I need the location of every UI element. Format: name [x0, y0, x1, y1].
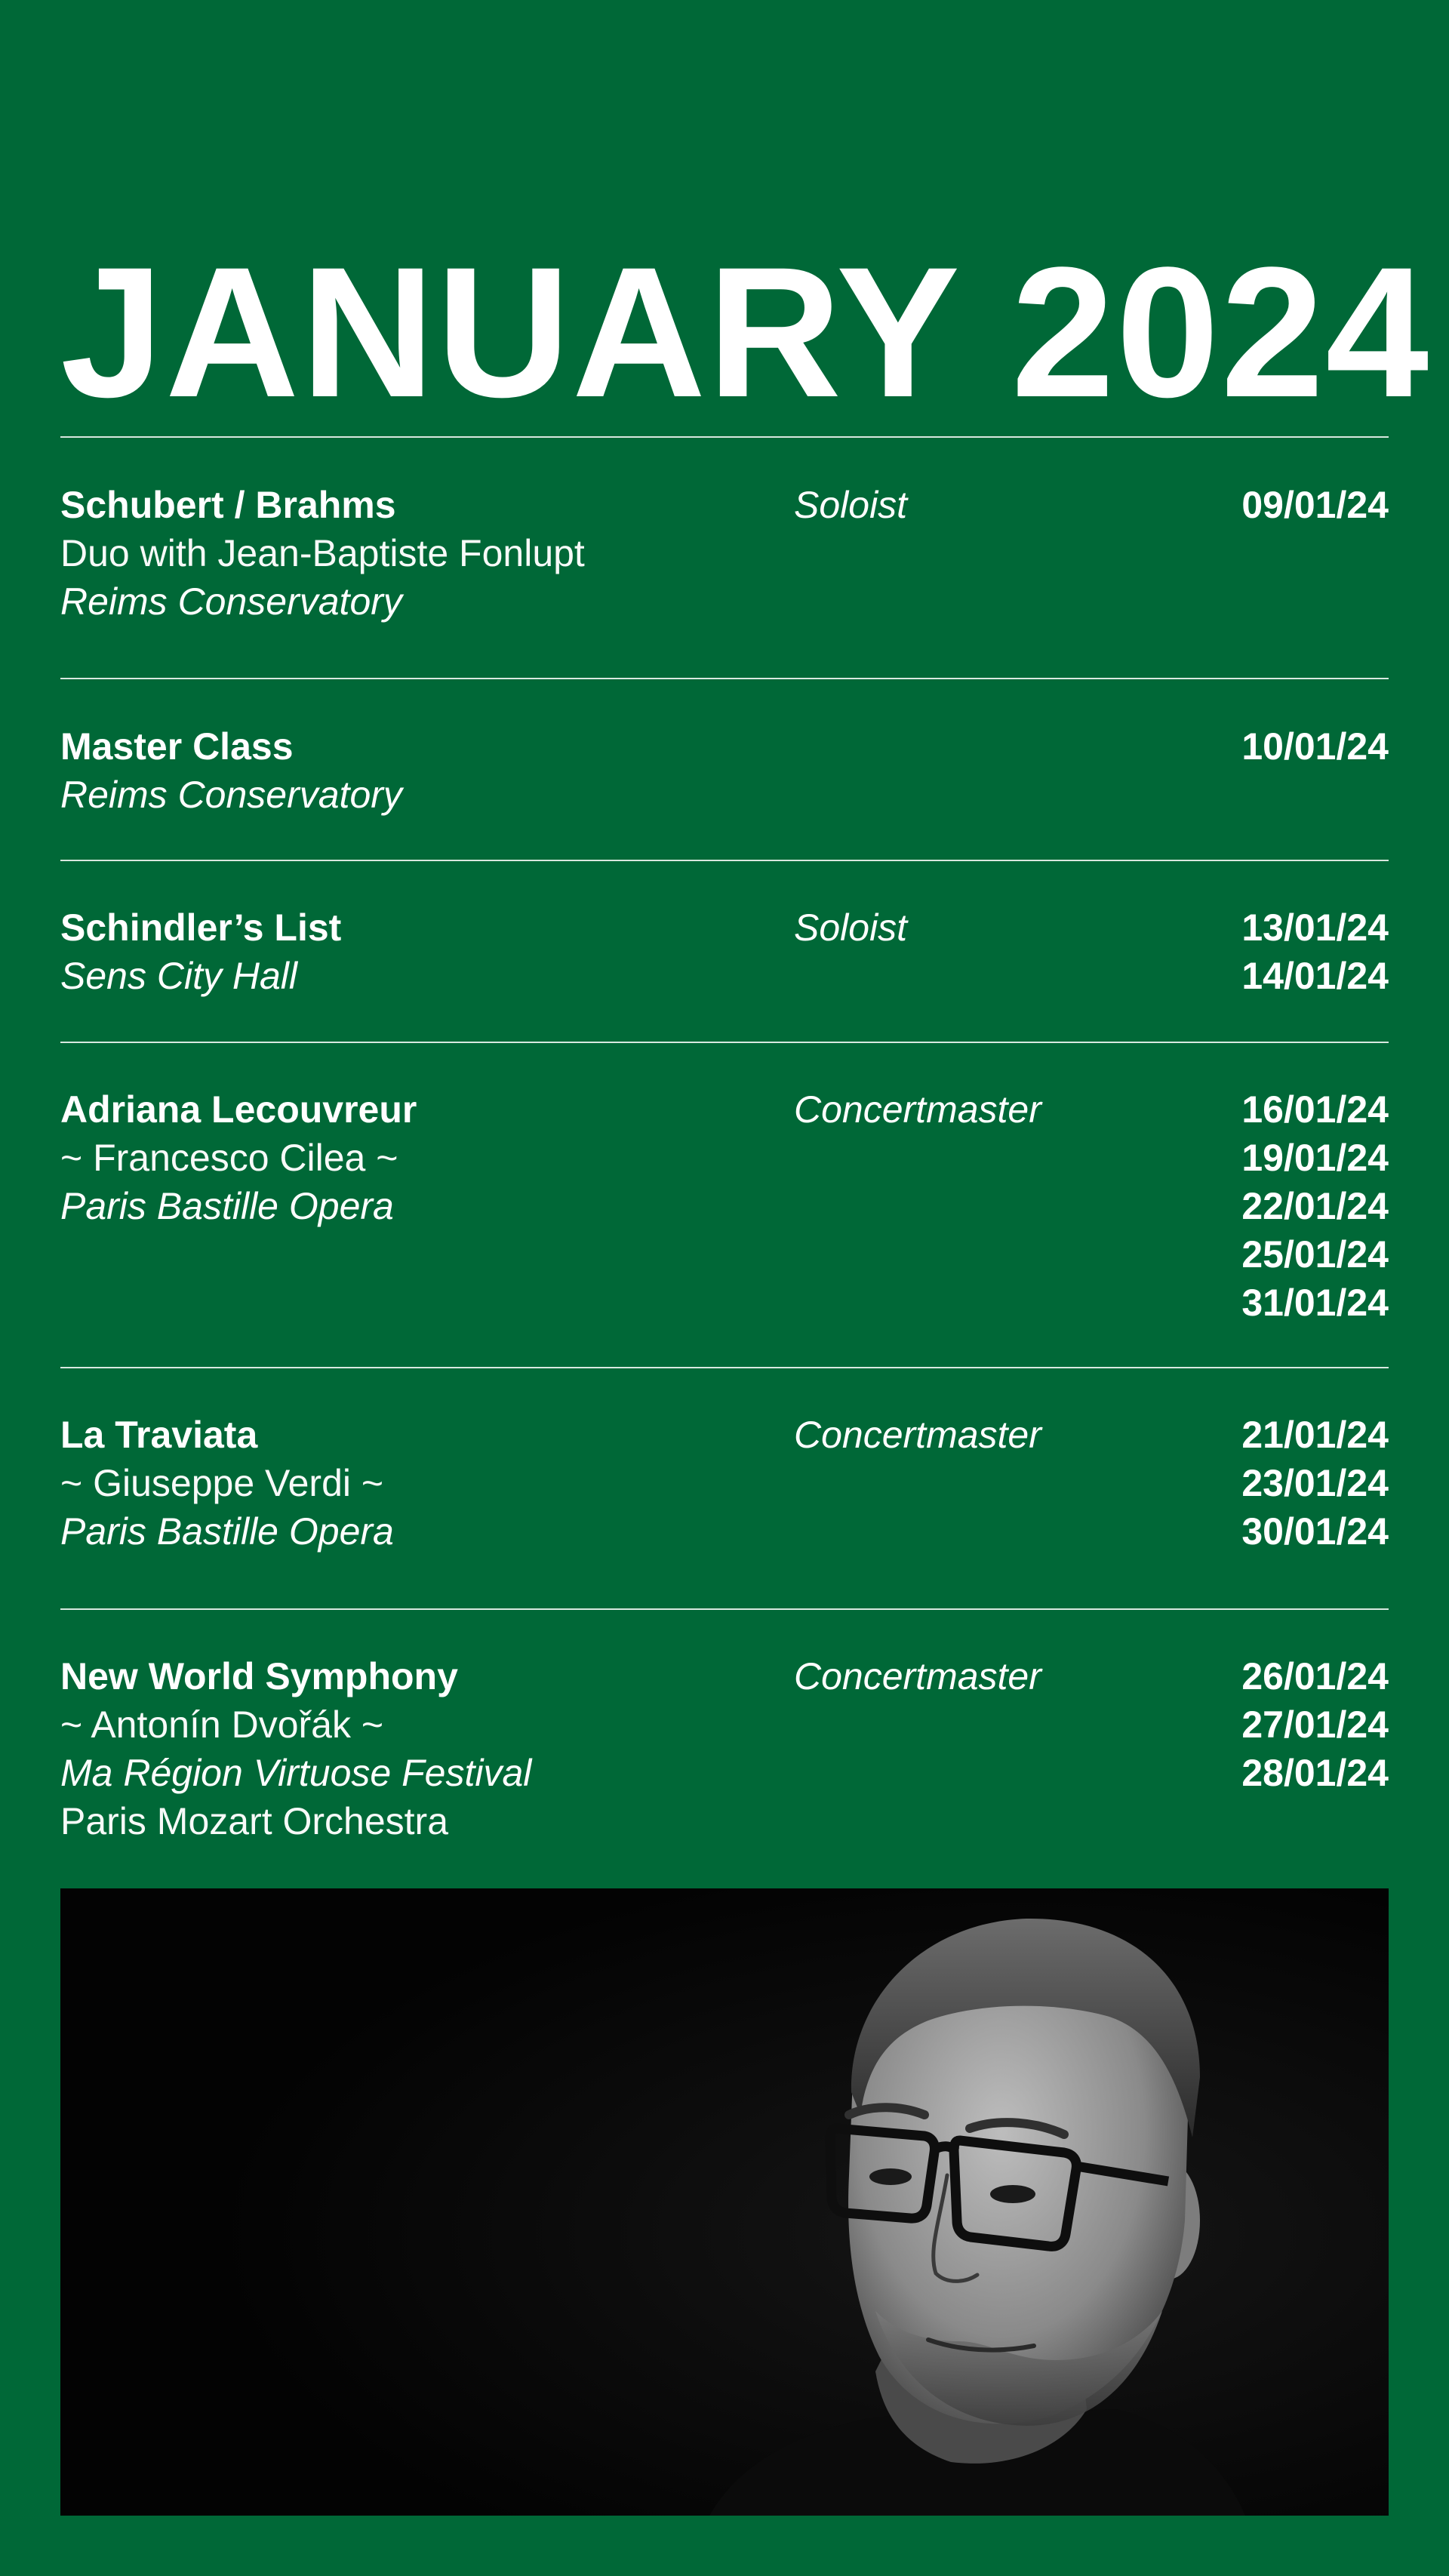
event-date: 28/01/24 [1241, 1752, 1389, 1794]
event-dates [1087, 481, 1389, 529]
event-role: Concertmaster [794, 1088, 1041, 1131]
event-role: Concertmaster [794, 1655, 1041, 1697]
event-name: Adriana Lecouvreur [60, 1088, 417, 1131]
event-name: New World Symphony [60, 1655, 458, 1697]
event-dates [1087, 1411, 1389, 1556]
divider [60, 1367, 1389, 1368]
event-date: 26/01/24 [1241, 1655, 1389, 1697]
event-date: 25/01/24 [1241, 1233, 1389, 1276]
divider [60, 436, 1389, 438]
event-details [60, 903, 785, 1000]
event-dates [1087, 1652, 1389, 1797]
divider [60, 1042, 1389, 1043]
event-orchestra: Paris Mozart Orchestra [60, 1800, 449, 1842]
event-venue: Reims Conservatory [60, 774, 402, 816]
portrait-photo [60, 1888, 1389, 2516]
event-date: 16/01/24 [1241, 1088, 1389, 1131]
event-dates [1087, 722, 1389, 771]
event-date: 13/01/24 [1241, 906, 1389, 949]
event-date: 19/01/24 [1241, 1137, 1389, 1179]
event-composer: ~ Antonín Dvořák ~ [60, 1703, 384, 1746]
event-date: 23/01/24 [1241, 1462, 1389, 1504]
event-role: Soloist [794, 484, 908, 526]
page-title: JANUARY 2024 [60, 229, 1431, 436]
event-details [60, 1652, 785, 1845]
concert-calendar [60, 0, 1431, 2576]
event-details [60, 1085, 785, 1230]
event-name: Schubert / Brahms [60, 484, 396, 526]
event-date: 27/01/24 [1241, 1703, 1389, 1746]
event-name: Schindler’s List [60, 906, 342, 949]
event-role: Soloist [794, 906, 908, 949]
event-venue: Paris Bastille Opera [60, 1185, 394, 1227]
event-date: 31/01/24 [1241, 1282, 1389, 1324]
divider [60, 678, 1389, 679]
divider [60, 860, 1389, 861]
event-festival: Ma Région Virtuose Festival [60, 1752, 532, 1794]
event-date: 14/01/24 [1241, 955, 1389, 997]
event-venue: Sens City Hall [60, 955, 297, 997]
event-details [60, 481, 785, 626]
event-date: 22/01/24 [1241, 1185, 1389, 1227]
event-dates [1087, 1085, 1389, 1327]
event-details [60, 1411, 785, 1556]
event-composer: ~ Francesco Cilea ~ [60, 1137, 398, 1179]
event-date: 10/01/24 [1241, 725, 1389, 768]
event-detail: Duo with Jean-Baptiste Fonlupt [60, 532, 585, 574]
portrait-illustration [60, 1888, 1389, 2516]
event-name: Master Class [60, 725, 294, 768]
event-composer: ~ Giuseppe Verdi ~ [60, 1462, 384, 1504]
event-date: 09/01/24 [1241, 484, 1389, 526]
event-date: 21/01/24 [1241, 1414, 1389, 1456]
event-details [60, 722, 785, 819]
event-dates [1087, 903, 1389, 1000]
event-role: Concertmaster [794, 1414, 1041, 1456]
event-venue: Reims Conservatory [60, 580, 402, 623]
event-venue: Paris Bastille Opera [60, 1510, 394, 1553]
event-name: La Traviata [60, 1414, 258, 1456]
divider [60, 1608, 1389, 1610]
event-date: 30/01/24 [1241, 1510, 1389, 1553]
